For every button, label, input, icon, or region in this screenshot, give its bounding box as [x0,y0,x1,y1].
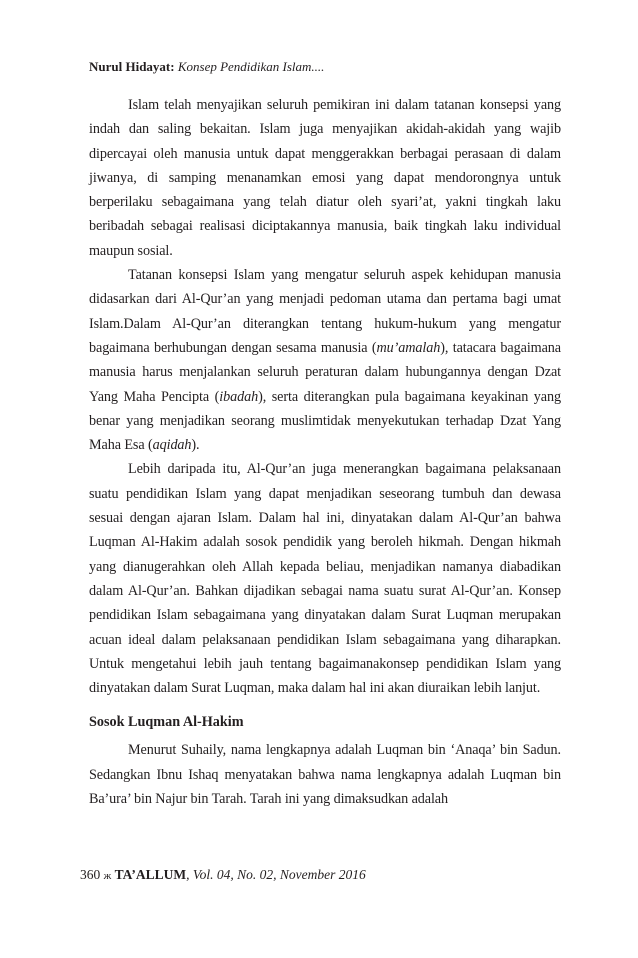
paragraph-2-text-b: ), tatacara bagaimana manusia harus menjalankan seluruh peraturan dalam hubungannya dengan Dzat Yang Maha Pencipta ( [89,339,561,405]
footer-separator: ж [103,870,112,882]
term-aqidah: aqidah [152,437,192,454]
term-muamalah: mu’amalah [376,339,441,356]
paragraph-1-text: Islam telah menyajikan seluruh pemikiran ini dalam tatanan konsepsi yang indah dan saling bekaitan. Islam juga menyajikan akidah-akidah yang wajib dipercayai oleh manusia untuk dapat menggerakkan berbagai perasaan di dalam jiwanya, di samping menanamkan emosi yang dapat mendorongnya untuk berperilaku sebagaimana yang telah diatur oleh syari’at, yakni tingkah laku beribadah sebagai realisasi diciptakannya manusia, baik tingkah laku individual maupun sosial. [89,97,561,259]
page-number: 360 [80,867,101,882]
running-head [89,58,324,76]
paragraph-2-text-d: ). [191,437,200,454]
section-paragraph-text: Menurut Suhaily, nama lengkapnya adalah Luqman bin ‘Anaqa’ bin Sadun. Sedangkan Ibnu Ishaq menyatakan bahwa nama lengkapnya adalah Luqman bin Ba’ura’ bin Najur bin Tarah. Tarah ini yang dimaksudkan adalah [89,742,561,808]
paragraph-2-text-c: ), serta diterangkan pula bagaimana keyakinan yang benar yang menjadikan seorang muslimtidak menyekutukan terhadap Dzat Yang Maha Esa ( [89,388,561,454]
paragraph-3-text: Lebih daripada itu, Al-Qur’an juga menerangkan bagaimana pelaksanaan suatu pendidikan Islam yang dapat menjadikan seseorang tumbuh dan dewasa sesuai dengan ajaran Islam. Dalam hal ini, dinyatakan dalam Al-Qur’an bahwa Luqman Al-Hakim adalah sosok pendidik yang beroleh hikmah. Dengan hikmah yang dianugerahkan oleh Allah kepada beliau, menjadikan namanya diabadikan dalam Al-Qur’an. Bahkan dijadikan sebagai nama suatu surat Al-Qur’an. Konsep pendidikan Islam sebagaimana yang dinyatakan dalam Surat Luqman merupakan acuan ideal dalam pelaksanaan pendidikan Islam sebagaimana yang diharapkan. Untuk mengetahui lebih jauh tentang bagaimanakonsep pendidikan Islam yang dinyatakan dalam Surat Luqman, maka dalam hal ini akan diuraikan lebih lanjut. [89,461,561,697]
journal-name: TA’ALLUM [114,867,187,882]
section-paragraph [89,738,561,811]
page-footer [80,865,366,886]
journal-issue: , Vol. 04, No. 02, November 2016 [186,867,366,882]
paragraph-2 [89,263,561,457]
paragraph-1 [89,93,561,263]
running-head-author: Nurul Hidayat: [89,59,175,74]
article-body [89,93,561,811]
term-ibadah: ibadah [219,388,259,405]
paragraph-3 [89,457,561,700]
section-heading: Sosok Luqman Al-Hakim [89,714,244,731]
running-head-title: Konsep Pendidikan Islam.... [177,59,325,74]
paragraph-2-text-a: Tatanan konsepsi Islam yang mengatur seluruh aspek kehidupan manusia didasarkan dari Al-Qur’an yang menjadi pedoman utama dan pertama bagi umat Islam.Dalam Al-Qur’an diterangkan tentang hukum-hukum yang mengatur bagaimana berhubungan dengan sesama manusia ( [89,267,561,356]
